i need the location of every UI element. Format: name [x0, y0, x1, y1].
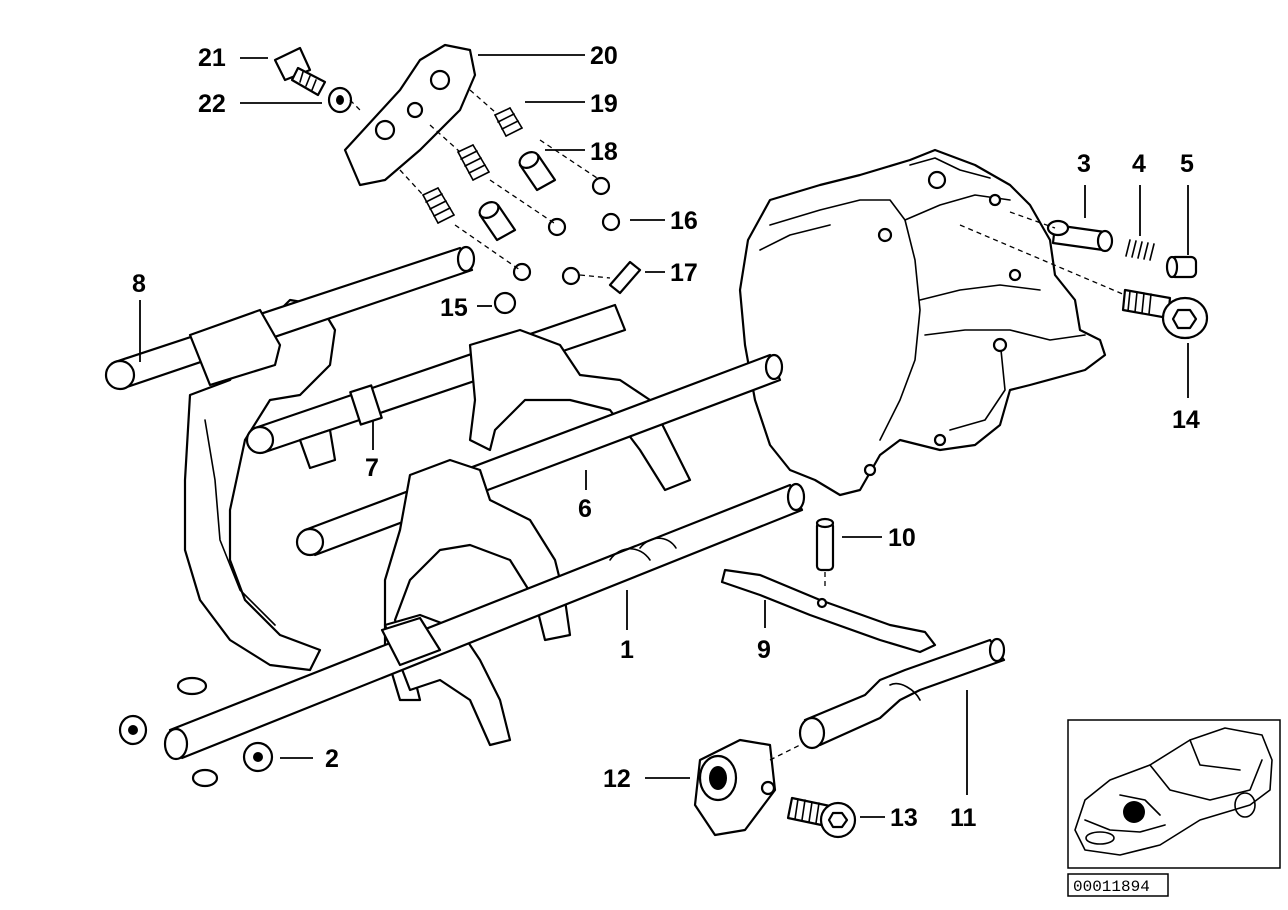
selector-shaft-3: [1048, 221, 1112, 251]
lever-9: [722, 570, 935, 652]
callout-5: 5: [1180, 150, 1194, 178]
spring-middle: [458, 145, 489, 180]
location-marker-dot: [1123, 801, 1145, 823]
assembly-lines-coupling: [770, 745, 800, 760]
pin-10: [817, 519, 833, 590]
plug-5: [1167, 257, 1196, 277]
callout-2: 2: [325, 745, 339, 773]
selector-shaft-11: [800, 639, 1004, 748]
detent-balls: [495, 178, 619, 313]
callout-13: 13: [890, 804, 918, 832]
callout-9: 9: [757, 636, 771, 664]
car-location-thumbnail: [1068, 720, 1280, 868]
callout-14: 14: [1172, 406, 1200, 434]
spring-lower: [423, 188, 454, 223]
spring-19: [495, 108, 522, 136]
callout-16: 16: [670, 207, 698, 235]
callout-17: 17: [670, 259, 698, 287]
bolt-13: [788, 798, 855, 837]
callout-20: 20: [590, 42, 618, 70]
callout-12: 12: [603, 765, 631, 793]
callout-1: 1: [620, 636, 634, 664]
detent-plate-20: [345, 45, 475, 185]
spring-4: [1126, 240, 1154, 260]
bolt-21: [275, 48, 325, 95]
callout-21: 21: [198, 44, 226, 72]
callout-4: 4: [1132, 150, 1146, 178]
callout-15: 15: [440, 294, 468, 322]
callout-22: 22: [198, 90, 226, 118]
callout-19: 19: [590, 90, 618, 118]
callout-11: 11: [950, 804, 977, 832]
callout-10: 10: [888, 524, 916, 552]
callout-7: 7: [365, 454, 379, 482]
callout-18: 18: [590, 138, 618, 166]
callout-3: 3: [1077, 150, 1091, 178]
detent-piston-18: [517, 149, 555, 190]
washer-22: [329, 88, 351, 112]
pin-17: [610, 262, 640, 293]
reference-number: 00011894: [1073, 878, 1150, 896]
coupling-12: [695, 740, 775, 835]
transmission-housing: [740, 150, 1105, 495]
bolt-14: [1123, 290, 1207, 338]
reference-number-box: [1068, 874, 1168, 896]
detent-piston-lower: [477, 199, 515, 240]
callout-6: 6: [578, 495, 592, 523]
callout-8: 8: [132, 270, 146, 298]
